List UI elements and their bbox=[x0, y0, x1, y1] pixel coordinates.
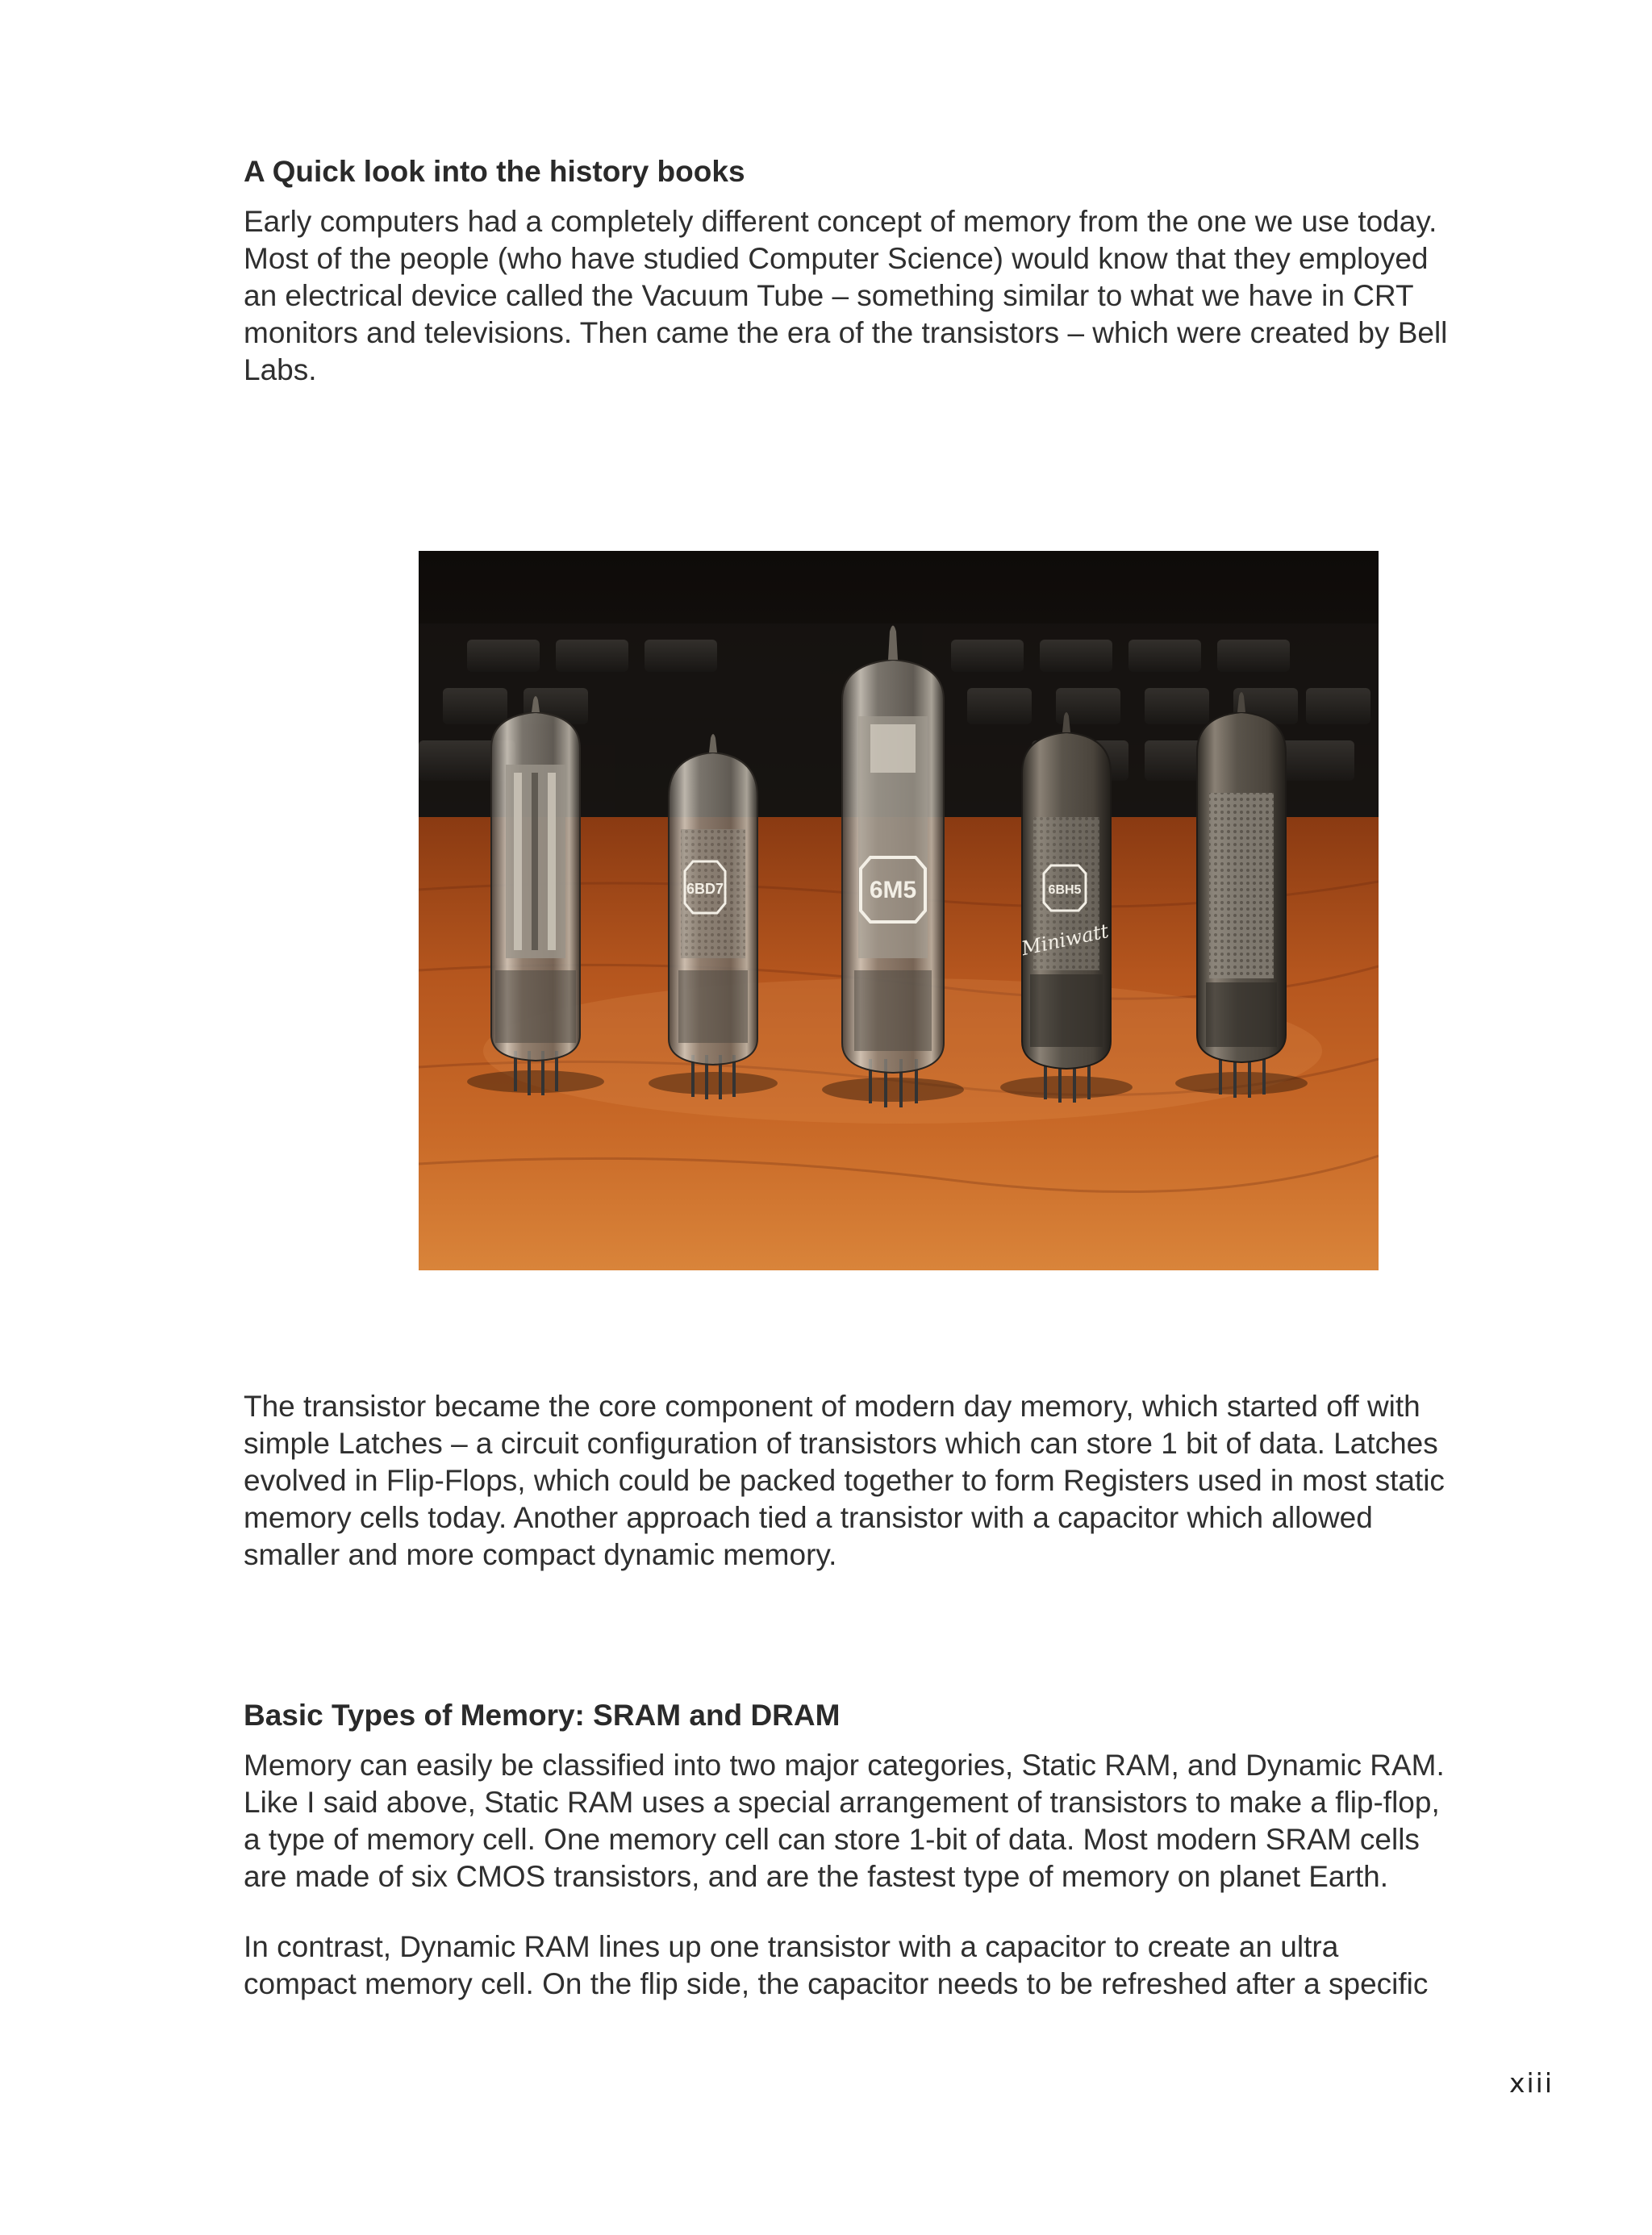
text-line: are made of six CMOS transistors, and are the fastest type of memory on planet Earth. bbox=[244, 1860, 1388, 1893]
tube-script-miniwatt: Miniwatt bbox=[1019, 919, 1111, 961]
vacuum-tubes-photo bbox=[419, 551, 1379, 1270]
text-line: an electrical device called the Vacuum Tube – something similar to what we have in CRT bbox=[244, 279, 1414, 312]
tube-label-6bh5: 6BH5 bbox=[1048, 883, 1082, 897]
text-line: The transistor became the core component of modern day memory, which started off with bbox=[244, 1390, 1420, 1423]
text-line: memory cells today. Another approach tied a transistor with a capacitor which allowed bbox=[244, 1501, 1373, 1534]
text-line: Most of the people (who have studied Computer Science) would know that they employed bbox=[244, 242, 1429, 275]
tube-label-6m5: 6M5 bbox=[869, 877, 917, 903]
text-line: Like I said above, Static RAM uses a special arrangement of transistors to make a flip-flop, bbox=[244, 1786, 1440, 1819]
paragraph-dram bbox=[244, 1929, 1566, 2003]
text-line: evolved in Flip-Flops, which could be packed together to form Registers used in most static bbox=[244, 1464, 1445, 1497]
tube-label-6bd7: 6BD7 bbox=[686, 881, 724, 897]
page-number: xiii bbox=[1508, 2067, 1554, 2099]
section-heading-memory-types: Basic Types of Memory: SRAM and DRAM bbox=[244, 1699, 841, 1732]
paragraph-sram bbox=[244, 1747, 1566, 1895]
text-line: compact memory cell. On the flip side, the capacitor needs to be refreshed after a specific bbox=[244, 1967, 1429, 2000]
text-line: a type of memory cell. One memory cell can store 1-bit of data. Most modern SRAM cells bbox=[244, 1823, 1420, 1856]
vacuum-tubes-illustration bbox=[419, 551, 1379, 1270]
paragraph-transistor bbox=[244, 1388, 1566, 1574]
text-line: smaller and more compact dynamic memory. bbox=[244, 1538, 837, 1571]
text-line: Early computers had a completely different concept of memory from the one we use today. bbox=[244, 205, 1437, 238]
text-line: In contrast, Dynamic RAM lines up one transistor with a capacitor to create an ultra bbox=[244, 1930, 1339, 1963]
text-line: Labs. bbox=[244, 353, 317, 386]
text-line: Memory can easily be classified into two major categories, Static RAM, and Dynamic RAM. bbox=[244, 1749, 1445, 1782]
section-heading-history: A Quick look into the history books bbox=[244, 155, 745, 188]
paragraph-history bbox=[244, 203, 1566, 389]
text-line: monitors and televisions. Then came the era of the transistors – which were created by Bell bbox=[244, 316, 1448, 349]
tube-3-6m5 bbox=[822, 626, 964, 1108]
text-line: simple Latches – a circuit configuration of transistors which can store 1 bit of data. Latches bbox=[244, 1427, 1438, 1460]
